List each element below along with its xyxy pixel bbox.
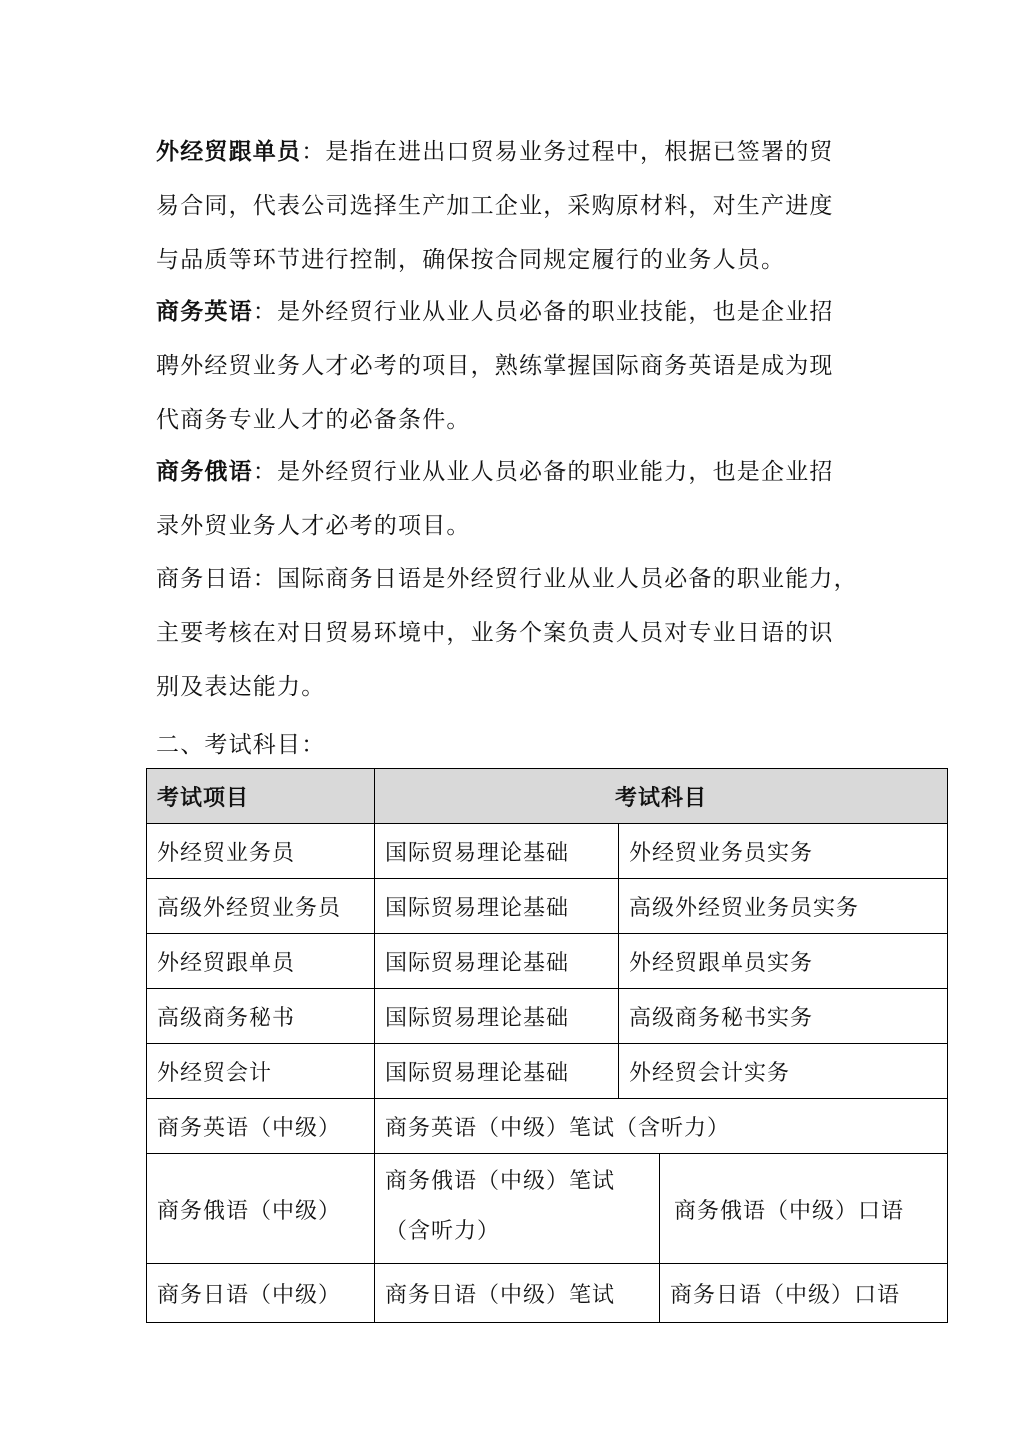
table-cell-subject — [374, 1153, 661, 1265]
table-cell-subject: 国际贸易理论基础 — [374, 988, 620, 1045]
table-cell-subject: 商务日语（中级）口语 — [659, 1263, 948, 1323]
table-cell-subject: 国际贸易理论基础 — [374, 933, 620, 990]
table-cell-subject: 商务日语（中级）笔试 — [374, 1263, 661, 1323]
paragraph-business-russian — [156, 445, 872, 553]
paragraph-line: 商务日语：国际商务日语是外经贸行业从业人员必备的职业能力， — [156, 566, 858, 592]
table-cell-subject: 商务俄语（中级）口语 — [659, 1153, 948, 1265]
paragraph-line: 代商务专业人才的必备条件。 — [156, 407, 471, 433]
paragraph-line: 外经贸跟单员：是指在进出口贸易业务过程中，根据已签署的贸 — [156, 139, 834, 165]
table-cell-subject: 国际贸易理论基础 — [374, 1043, 620, 1100]
paragraph-line: 聘外经贸业务人才必考的项目，熟练掌握国际商务英语是成为现 — [156, 353, 834, 379]
table-cell-item: 外经贸跟单员 — [146, 933, 376, 990]
cell-line: （含听力） — [385, 1219, 501, 1244]
term-label: 商务英语 — [156, 299, 253, 325]
paragraph-line: 与品质等环节进行控制，确保按合同规定履行的业务人员。 — [156, 247, 786, 273]
table-cell-subject: 外经贸会计实务 — [618, 1043, 948, 1100]
term-label: 商务俄语 — [156, 459, 253, 485]
paragraph-business-english — [156, 285, 872, 447]
paragraph-line: 主要考核在对日贸易环境中，业务个案负责人员对专业日语的识 — [156, 620, 834, 646]
table-cell-subject: 高级外经贸业务员实务 — [618, 878, 948, 935]
paragraph-line: 商务俄语：是外经贸行业从业人员必备的职业能力，也是企业招 — [156, 459, 834, 485]
table-cell-item: 高级商务秘书 — [146, 988, 376, 1045]
paragraph-business-japanese — [156, 552, 872, 714]
paragraph-line: 易合同，代表公司选择生产加工企业，采购原材料，对生产进度 — [156, 193, 834, 219]
table-cell-item: 外经贸会计 — [146, 1043, 376, 1100]
table-cell-item: 外经贸业务员 — [146, 823, 376, 880]
table-header-item: 考试项目 — [146, 768, 376, 825]
table-cell-item: 商务日语（中级） — [146, 1263, 376, 1323]
term-label: 外经贸跟单员 — [156, 139, 302, 165]
table-cell-subject: 国际贸易理论基础 — [374, 878, 620, 935]
cell-line: 商务俄语（中级）笔试 — [385, 1169, 616, 1194]
paragraph-merchandiser — [156, 125, 872, 287]
paragraph-line: 别及表达能力。 — [156, 674, 326, 700]
table-cell-item: 商务俄语（中级） — [146, 1153, 376, 1265]
paragraph-line: 录外贸业务人才必考的项目。 — [156, 513, 471, 539]
table-cell-subject: 高级商务秘书实务 — [618, 988, 948, 1045]
table-header-subjects: 考试科目 — [374, 768, 948, 825]
table-cell-subject: 外经贸业务员实务 — [618, 823, 948, 880]
table-cell-item: 高级外经贸业务员 — [146, 878, 376, 935]
table-cell-subject: 外经贸跟单员实务 — [618, 933, 948, 990]
section-heading: 二、考试科目： — [156, 732, 326, 758]
table-cell-item: 商务英语（中级） — [146, 1098, 376, 1155]
table-cell-subject-merged: 商务英语（中级）笔试（含听力） — [374, 1098, 948, 1155]
paragraph-line: 商务英语：是外经贸行业从业人员必备的职业技能，也是企业招 — [156, 299, 834, 325]
table-cell-subject: 国际贸易理论基础 — [374, 823, 620, 880]
